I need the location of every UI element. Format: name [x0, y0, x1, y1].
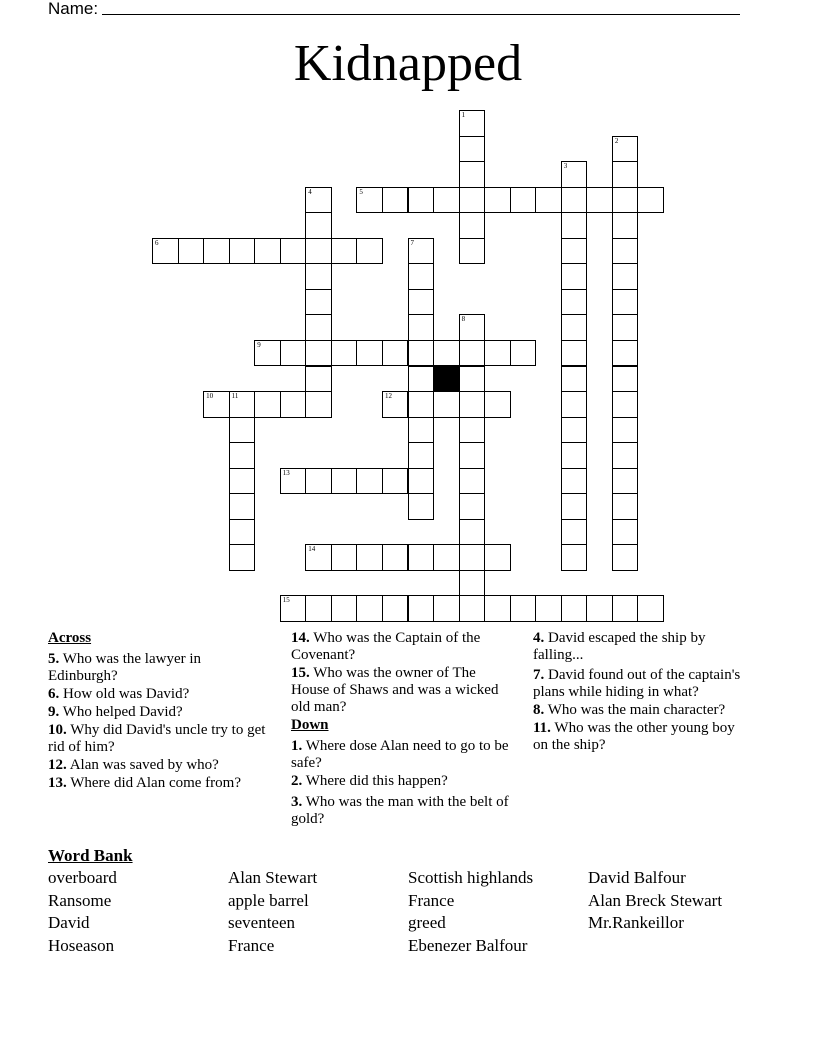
- grid-cell[interactable]: [459, 314, 486, 341]
- grid-cell[interactable]: [459, 417, 486, 444]
- grid-cell[interactable]: [408, 238, 435, 265]
- grid-cell[interactable]: [612, 442, 639, 469]
- grid-cell[interactable]: [612, 263, 639, 290]
- grid-cell[interactable]: [229, 468, 256, 495]
- word-bank: [48, 846, 788, 957]
- grid-cell[interactable]: [561, 442, 588, 469]
- name-label: Name:: [48, 0, 99, 18]
- clue-across-6: 6. How old was David?: [48, 686, 190, 702]
- grid-cell[interactable]: [280, 340, 307, 367]
- grid-cell[interactable]: [612, 595, 639, 622]
- grid-cell[interactable]: [459, 110, 486, 137]
- clue-across-5: 5. Who was the lawyer in Edinburgh?: [48, 651, 202, 684]
- grid-cell[interactable]: [254, 238, 281, 265]
- grid-cell[interactable]: [535, 595, 562, 622]
- grid-cell[interactable]: [612, 238, 639, 265]
- grid-cell[interactable]: [229, 544, 256, 571]
- grid-cell[interactable]: [612, 544, 639, 571]
- grid-cell[interactable]: [612, 366, 639, 393]
- grid-cell[interactable]: [280, 238, 307, 265]
- grid-cell[interactable]: [561, 391, 588, 418]
- grid-cell[interactable]: [408, 391, 435, 418]
- grid-cell[interactable]: [459, 340, 486, 367]
- grid-cell[interactable]: [408, 366, 435, 393]
- clue-number: 8: [461, 315, 466, 324]
- grid-cell[interactable]: [356, 187, 383, 214]
- grid-cell[interactable]: [459, 366, 486, 393]
- grid-cell[interactable]: [459, 212, 486, 239]
- name-underline[interactable]: [102, 0, 740, 15]
- word-bank-item: France: [408, 890, 455, 910]
- grid-cell[interactable]: [408, 493, 435, 520]
- clue-number: 4: [308, 187, 312, 196]
- word-bank-item: Hoseason: [48, 935, 115, 955]
- grid-cell[interactable]: [612, 519, 639, 546]
- clue-number: 11: [231, 392, 239, 401]
- grid-cell[interactable]: [305, 314, 332, 341]
- grid-cell[interactable]: [178, 238, 205, 265]
- clue-number: 7: [410, 238, 414, 247]
- grid-cell[interactable]: [612, 314, 639, 341]
- word-bank-item: David Balfour: [588, 868, 686, 887]
- clue-across-14: 14. Who was the Captain of the Covenant?: [291, 630, 481, 663]
- grid-cell[interactable]: [561, 289, 588, 316]
- grid-cell[interactable]: [433, 544, 460, 571]
- grid-cell[interactable]: [561, 417, 588, 444]
- grid-cell[interactable]: [382, 544, 409, 571]
- grid-cell[interactable]: [459, 238, 486, 265]
- grid-cell[interactable]: [459, 544, 486, 571]
- word-bank-item: Alan Breck Stewart: [588, 890, 723, 910]
- grid-cell[interactable]: [561, 263, 588, 290]
- grid-cell[interactable]: [433, 391, 460, 418]
- grid-cell[interactable]: [305, 212, 332, 239]
- grid-cell[interactable]: [510, 595, 537, 622]
- clue-number: 13: [282, 468, 290, 477]
- grid-cell[interactable]: [612, 136, 639, 163]
- grid-cell[interactable]: [612, 417, 639, 444]
- grid-cell[interactable]: [561, 340, 588, 367]
- grid-cell[interactable]: [382, 340, 409, 367]
- grid-cell[interactable]: [459, 519, 486, 546]
- grid-cell[interactable]: [459, 468, 486, 495]
- clue-number: 5: [359, 187, 363, 196]
- clue-number: 15: [282, 596, 290, 605]
- grid-cell[interactable]: [484, 340, 511, 367]
- grid-cell[interactable]: [459, 187, 486, 214]
- grid-cell[interactable]: [408, 340, 435, 367]
- grid-cell[interactable]: [280, 595, 307, 622]
- grid-cell[interactable]: [612, 468, 639, 495]
- clue-down-4: 4. David escaped the ship by falling...: [533, 630, 706, 663]
- grid-cell[interactable]: [612, 212, 639, 239]
- across-clues: [48, 630, 273, 793]
- grid-cell[interactable]: [484, 595, 511, 622]
- grid-cell[interactable]: [203, 391, 230, 418]
- grid-cell[interactable]: [561, 238, 588, 265]
- grid-cell[interactable]: [408, 314, 435, 341]
- word-bank-item: Mr.Rankeillor: [588, 913, 684, 932]
- grid-cell[interactable]: [331, 238, 358, 265]
- grid-cell[interactable]: [612, 493, 639, 520]
- grid-cell[interactable]: [229, 442, 256, 469]
- word-bank-item: seventeen: [228, 913, 296, 932]
- grid-cell[interactable]: [612, 289, 639, 316]
- grid-cell[interactable]: [408, 595, 435, 622]
- clue-number: 6: [155, 238, 159, 247]
- grid-cell[interactable]: [561, 468, 588, 495]
- word-bank-item: Alan Stewart: [228, 868, 318, 887]
- word-bank-list: [48, 867, 788, 957]
- grid-cell[interactable]: [586, 187, 613, 214]
- grid-cell[interactable]: [561, 493, 588, 520]
- grid-cell[interactable]: [408, 442, 435, 469]
- grid-cell[interactable]: [305, 391, 332, 418]
- across-heading: Across: [48, 630, 92, 646]
- grid-cell[interactable]: [229, 519, 256, 546]
- grid-cell[interactable]: [561, 519, 588, 546]
- clue-number: 9: [257, 340, 261, 349]
- grid-cell[interactable]: [433, 187, 460, 214]
- word-bank-item: David: [48, 913, 90, 932]
- grid-cell[interactable]: [356, 340, 383, 367]
- grid-cell[interactable]: [561, 212, 588, 239]
- grid-cell[interactable]: [382, 595, 409, 622]
- grid-cell[interactable]: [356, 238, 383, 265]
- clue-number: 1: [461, 111, 466, 119]
- grid-cell[interactable]: [408, 468, 435, 495]
- grid-cell[interactable]: [459, 442, 486, 469]
- grid-cell[interactable]: [305, 366, 332, 393]
- grid-cell[interactable]: [305, 187, 332, 214]
- grid-cell[interactable]: [561, 314, 588, 341]
- grid-cell[interactable]: [254, 391, 281, 418]
- grid-cell[interactable]: [484, 187, 511, 214]
- grid-cell[interactable]: [586, 595, 613, 622]
- clue-across-13: 13. Where did Alan come from?: [48, 775, 241, 791]
- grid-cell[interactable]: [459, 391, 486, 418]
- grid-cell[interactable]: [408, 289, 435, 316]
- grid-cell[interactable]: [305, 238, 332, 265]
- grid-cell[interactable]: [561, 595, 588, 622]
- grid-cell[interactable]: [382, 187, 409, 214]
- grid-cell[interactable]: [408, 187, 435, 214]
- grid-cell[interactable]: [561, 187, 588, 214]
- grid-cell[interactable]: [280, 391, 307, 418]
- grid-cell[interactable]: [356, 595, 383, 622]
- clue-down-3: 3. Who was the man with the belt of gold?: [291, 794, 509, 827]
- page-title: Kidnapped: [293, 35, 523, 92]
- clue-number: 2: [614, 136, 619, 145]
- grid-cell[interactable]: [203, 238, 230, 265]
- grid-cell[interactable]: [408, 544, 435, 571]
- grid-cell[interactable]: [459, 136, 486, 163]
- grid-cell[interactable]: [331, 340, 358, 367]
- grid-cell[interactable]: [637, 595, 664, 622]
- grid-cell[interactable]: [484, 544, 511, 571]
- grid-cell[interactable]: [331, 595, 358, 622]
- grid-cell[interactable]: [305, 544, 332, 571]
- clue-down-11: 11. Who was the other young boy on the ship?: [533, 720, 735, 753]
- grid-cell[interactable]: [305, 595, 332, 622]
- word-bank-item: apple barrel: [228, 890, 309, 910]
- grid-cell[interactable]: [229, 238, 256, 265]
- grid-cell[interactable]: [305, 263, 332, 290]
- word-bank-item: Scottish highlands: [408, 868, 534, 887]
- grid-cell[interactable]: [408, 417, 435, 444]
- clue-down-2: 2. Where did this happen?: [291, 773, 448, 789]
- grid-cell[interactable]: [535, 187, 562, 214]
- clue-across-15: 15. Who was the owner of The House of Shaws and was a wicked old man?: [291, 665, 499, 715]
- grid-cell[interactable]: [561, 366, 588, 393]
- grid-cell[interactable]: [331, 544, 358, 571]
- grid-cell[interactable]: [612, 161, 639, 188]
- grid-cell[interactable]: [229, 391, 256, 418]
- grid-cell[interactable]: [433, 340, 460, 367]
- grid-cell[interactable]: [459, 493, 486, 520]
- grid-cell[interactable]: [459, 161, 486, 188]
- clue-down-1: 1. Where dose Alan need to go to be safe?: [291, 738, 509, 771]
- grid-cell[interactable]: [152, 238, 179, 265]
- grid-cell[interactable]: [331, 468, 358, 495]
- clue-across-12: 12. Alan was saved by who?: [48, 757, 219, 773]
- clue-number: 3: [563, 162, 568, 171]
- grid-cell[interactable]: [382, 468, 409, 495]
- clue-down-8: 8. Who was the main character?: [533, 702, 726, 718]
- grid-cell[interactable]: [229, 493, 256, 520]
- grid-cell[interactable]: [280, 468, 307, 495]
- name-field[interactable]: [48, 0, 740, 18]
- clue-number: 12: [384, 392, 392, 401]
- word-bank-item: Ransome: [48, 890, 112, 910]
- grid-cell[interactable]: [484, 391, 511, 418]
- grid-cell[interactable]: [254, 340, 281, 367]
- grid-cell[interactable]: [305, 289, 332, 316]
- grid-cell[interactable]: [305, 468, 332, 495]
- clue-number: 14: [308, 545, 316, 554]
- grid-cell[interactable]: [612, 391, 639, 418]
- word-bank-item: Ebenezer Balfour: [408, 935, 528, 955]
- grid-cell[interactable]: [229, 417, 256, 444]
- clues-column-2: [291, 630, 516, 829]
- grid-cell[interactable]: [459, 595, 486, 622]
- grid-cell[interactable]: [612, 340, 639, 367]
- black-square: [433, 366, 459, 392]
- word-bank-item: France: [228, 935, 275, 955]
- grid-cell[interactable]: [637, 187, 664, 214]
- clues-column-3: [533, 630, 748, 755]
- grid-cell[interactable]: [510, 187, 537, 214]
- word-bank-item: overboard: [48, 868, 117, 887]
- clue-down-7: 7. David found out of the captain's plans while hiding in what?: [533, 667, 741, 700]
- grid-cell[interactable]: [356, 544, 383, 571]
- grid-cell[interactable]: [561, 544, 588, 571]
- word-bank-heading: Word Bank: [48, 846, 133, 865]
- grid-cell[interactable]: [382, 391, 409, 418]
- down-heading: Down: [291, 717, 329, 733]
- grid-cell[interactable]: [459, 570, 486, 597]
- grid-cell[interactable]: [305, 340, 332, 367]
- grid-cell[interactable]: [433, 595, 460, 622]
- clue-number: 10: [206, 392, 214, 401]
- clue-across-9: 9. Who helped David?: [48, 704, 183, 720]
- grid-cell[interactable]: [510, 340, 537, 367]
- grid-cell[interactable]: [612, 187, 639, 214]
- grid-cell[interactable]: [408, 263, 435, 290]
- grid-cell[interactable]: [561, 161, 588, 188]
- clue-across-10: 10. Why did David's uncle try to get rid of him?: [48, 722, 266, 755]
- grid-cell[interactable]: [356, 468, 383, 495]
- word-bank-item: greed: [408, 913, 446, 932]
